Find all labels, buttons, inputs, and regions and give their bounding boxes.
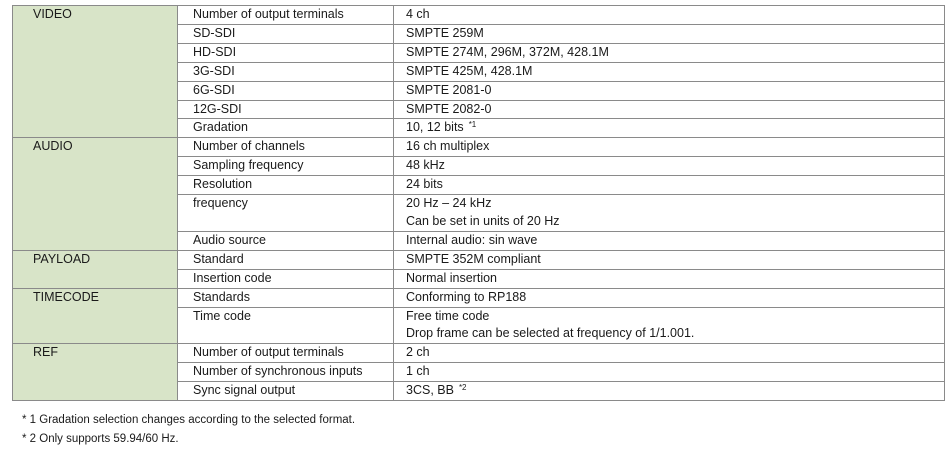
value-text: 20 Hz – 24 kHz: [406, 196, 492, 211]
category-cell: AUDIO: [13, 138, 178, 250]
value-text: 48 kHz: [406, 158, 445, 173]
item-cell: Number of output terminals: [178, 6, 394, 25]
value-cell: [394, 363, 945, 382]
table-row: [13, 344, 945, 363]
value-text: Free time code: [406, 308, 490, 323]
footnote: * 1 Gradation selection changes according to the selected format.: [22, 414, 356, 426]
item-cell: Number of channels: [178, 138, 394, 157]
value-line: [406, 138, 944, 156]
value-cell: [394, 288, 945, 307]
table-row: [13, 250, 945, 269]
value-cell: [394, 81, 945, 100]
value-cell: [394, 43, 945, 62]
value-text: SMPTE 2081-0: [406, 82, 492, 97]
item-cell: HD-SDI: [178, 43, 394, 62]
item-cell: 6G-SDI: [178, 81, 394, 100]
value-text: 24 bits: [406, 177, 443, 192]
value-line: [406, 82, 944, 100]
value-text: Drop frame can be selected at frequency of 1/1.001.: [406, 326, 695, 341]
item-cell: Sync signal output: [178, 382, 394, 401]
value-text: 2 ch: [406, 345, 430, 360]
category-cell: TIMECODE: [13, 288, 178, 344]
value-cell: [394, 382, 945, 401]
value-line: [406, 119, 944, 137]
value-line: [406, 176, 944, 194]
value-line: [406, 25, 944, 43]
item-cell: SD-SDI: [178, 24, 394, 43]
value-line: [406, 270, 944, 288]
value-line: [406, 44, 944, 62]
value-cell: [394, 269, 945, 288]
value-text: Conforming to RP188: [406, 289, 527, 304]
value-cell: [394, 195, 945, 232]
item-cell: Gradation: [178, 119, 394, 138]
value-line: [406, 157, 944, 175]
value-line: [406, 251, 944, 269]
value-text: Normal insertion: [406, 270, 498, 285]
value-text: 10, 12 bits: [406, 120, 464, 135]
value-text: SMPTE 352M compliant: [406, 251, 541, 266]
item-cell: Standards: [178, 288, 394, 307]
item-cell: Number of synchronous inputs: [178, 363, 394, 382]
value-cell: [394, 344, 945, 363]
item-cell: Number of output terminals: [178, 344, 394, 363]
value-text: 3CS, BB: [406, 383, 454, 398]
footnote-ref: *1: [468, 120, 477, 130]
value-line: [406, 382, 944, 400]
value-text: 16 ch multiplex: [406, 139, 490, 154]
table-row: [13, 288, 945, 307]
footnotes: [22, 411, 355, 449]
item-cell: Standard: [178, 250, 394, 269]
item-cell: 3G-SDI: [178, 62, 394, 81]
value-line: [406, 289, 944, 307]
value-line: [406, 308, 944, 326]
item-cell: Time code: [178, 307, 394, 344]
value-cell: [394, 307, 945, 344]
footnote: * 2 Only supports 59.94/60 Hz.: [22, 433, 179, 445]
item-cell: 12G-SDI: [178, 100, 394, 119]
value-line: [406, 6, 944, 24]
value-cell: [394, 6, 945, 25]
item-cell: frequency: [178, 195, 394, 232]
value-line: [406, 363, 944, 381]
value-line: [406, 195, 944, 213]
value-line: [406, 325, 944, 343]
value-text: Can be set in units of 20 Hz: [406, 213, 560, 228]
item-cell: Resolution: [178, 176, 394, 195]
spec-table-container: [12, 5, 944, 401]
category-cell: VIDEO: [13, 6, 178, 138]
value-text: 1 ch: [406, 364, 430, 379]
value-cell: [394, 250, 945, 269]
footnote-ref: *2: [458, 383, 467, 393]
table-row: [13, 138, 945, 157]
spec-table: [12, 5, 945, 401]
value-line: [406, 232, 944, 250]
value-text: 4 ch: [406, 7, 430, 21]
item-cell: Sampling frequency: [178, 157, 394, 176]
value-cell: [394, 231, 945, 250]
value-cell: [394, 100, 945, 119]
value-cell: [394, 62, 945, 81]
value-cell: [394, 176, 945, 195]
category-cell: REF: [13, 344, 178, 401]
category-cell: PAYLOAD: [13, 250, 178, 288]
value-text: SMPTE 274M, 296M, 372M, 428.1M: [406, 44, 609, 59]
value-line: [406, 101, 944, 119]
value-cell: [394, 24, 945, 43]
value-line: [406, 213, 944, 231]
table-row: [13, 6, 945, 25]
value-cell: [394, 119, 945, 138]
item-cell: Audio source: [178, 231, 394, 250]
value-cell: [394, 157, 945, 176]
value-text: Internal audio: sin wave: [406, 232, 538, 247]
value-text: SMPTE 2082-0: [406, 101, 492, 116]
value-text: SMPTE 259M: [406, 25, 484, 40]
item-cell: Insertion code: [178, 269, 394, 288]
value-line: [406, 344, 944, 362]
value-text: SMPTE 425M, 428.1M: [406, 63, 533, 78]
value-cell: [394, 138, 945, 157]
value-line: [406, 63, 944, 81]
spec-table-body: [13, 6, 945, 401]
